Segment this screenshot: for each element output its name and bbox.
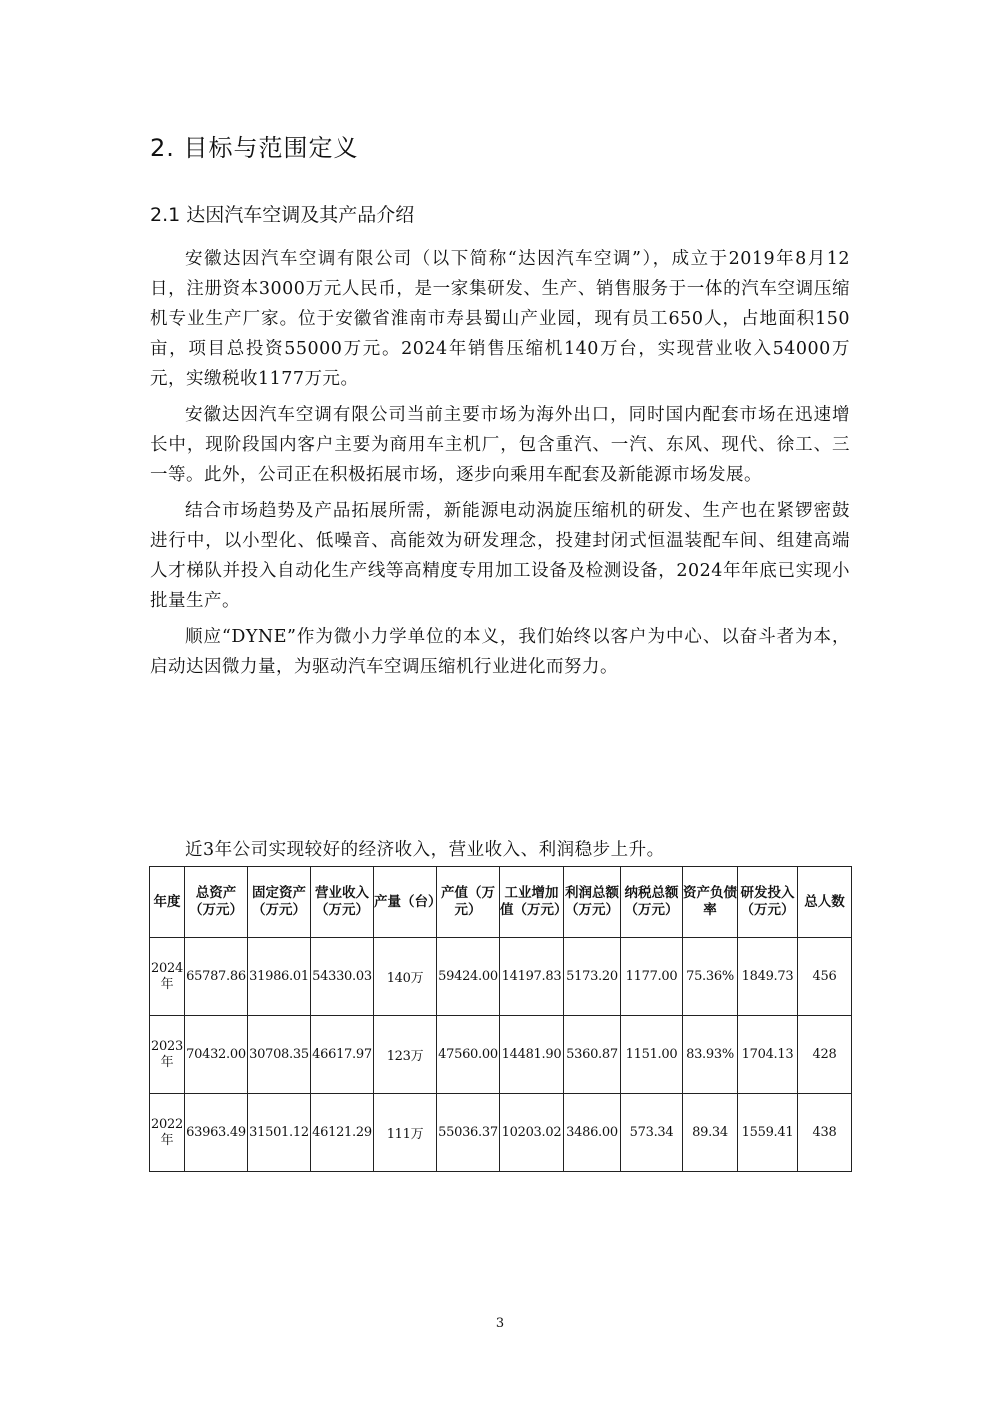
table-cell: 46121.29: [311, 1094, 374, 1172]
table-header-row: [150, 867, 852, 938]
header-cell: 年度: [150, 867, 185, 938]
paragraph-dyne: 顺应“DYNE”作为微小力学单位的本义，我们始终以客户为中心、以奋斗者为本，启动达因微力量，为驱动汽车空调压缩机行业进化而努力。: [150, 627, 850, 677]
table-cell: 140万: [374, 938, 437, 1016]
table-cell: 63963.49: [185, 1094, 248, 1172]
table-cell: 1849.73: [738, 938, 798, 1016]
table-cell: 5360.87: [564, 1016, 621, 1094]
table-cell: 5173.20: [564, 938, 621, 1016]
table-cell: 573.34: [621, 1094, 683, 1172]
table-cell-year: 2023年: [150, 1016, 185, 1094]
header-cell: 工业增加值（万元）: [500, 867, 564, 938]
table-cell: 456: [798, 938, 852, 1016]
header-cell: 研发投入（万元）: [738, 867, 798, 938]
table-cell: 438: [798, 1094, 852, 1172]
page-number: 3: [495, 1316, 505, 1331]
table-cell: 123万: [374, 1016, 437, 1094]
header-cell: 纳税总额（万元）: [621, 867, 683, 938]
table-cell: 111万: [374, 1094, 437, 1172]
table-cell: 1177.00: [621, 938, 683, 1016]
financial-table: [149, 866, 852, 1172]
header-cell: 产量（台）: [374, 867, 437, 938]
table-cell: 47560.00: [437, 1016, 500, 1094]
paragraph-company-intro: 安徽达因汽车空调有限公司（以下简称“达因汽车空调”），成立于2019年8月12日，注册资本3000万元人民币，是一家集研发、生产、销售服务于一体的汽车空调压缩机专业生产厂家。位于安徽省淮南市寿县蜀山产业园，现有员工650人，占地面积150亩，项目总投资55000万元。2024年销售压缩机140万台，实现营业收入54000万元，实缴税收1177万元。: [150, 249, 850, 389]
header-cell: 总资产（万元）: [185, 867, 248, 938]
header-cell: 产值（万元）: [437, 867, 500, 938]
table-row: [150, 938, 852, 1016]
table-cell: 14481.90: [500, 1016, 564, 1094]
table-cell: 31501.12: [248, 1094, 311, 1172]
header-cell: 固定资产（万元）: [248, 867, 311, 938]
paragraph-new-energy: 结合市场趋势及产品拓展所需，新能源电动涡旋压缩机的研发、生产也在紧锣密鼓进行中，以小型化、低噪音、高能效为研发理念，投建封闭式恒温装配车间、组建高端人才梯队并投入自动化生产线等高精度专用加工设备及检测设备，2024年年底已实现小批量生产。: [150, 501, 850, 611]
table-cell: 65787.86: [185, 938, 248, 1016]
table-cell-year: 2022年: [150, 1094, 185, 1172]
table-cell: 10203.02: [500, 1094, 564, 1172]
header-cell: 营业收入（万元）: [311, 867, 374, 938]
table-cell: 59424.00: [437, 938, 500, 1016]
table-cell-year: 2024年: [150, 938, 185, 1016]
table-cell: 31986.01: [248, 938, 311, 1016]
subsection-title: 2.1 达因汽车空调及其产品介绍: [150, 204, 415, 226]
table-cell: 89.34: [683, 1094, 738, 1172]
table-cell: 14197.83: [500, 938, 564, 1016]
table-cell: 1151.00: [621, 1016, 683, 1094]
table-cell: 1704.13: [738, 1016, 798, 1094]
section-title: 2. 目标与范围定义: [150, 134, 359, 162]
table-cell: 70432.00: [185, 1016, 248, 1094]
table-cell: 54330.03: [311, 938, 374, 1016]
paragraph-market: 安徽达因汽车空调有限公司当前主要市场为海外出口，同时国内配套市场在迅速增长中，现阶段国内客户主要为商用车主机厂，包含重汽、一汽、东风、现代、徐工、三一等。此外，公司正在积极拓展市场，逐步向乘用车配套及新能源市场发展。: [150, 405, 850, 485]
table-row: [150, 1094, 852, 1172]
header-cell: 资产负债率: [683, 867, 738, 938]
table-intro: 近3年公司实现较好的经济收入，营业收入、利润稳步上升。: [185, 840, 665, 860]
body-text: [150, 244, 850, 688]
table-cell: 3486.00: [564, 1094, 621, 1172]
table-cell: 1559.41: [738, 1094, 798, 1172]
table-cell: 428: [798, 1016, 852, 1094]
table-cell: 55036.37: [437, 1094, 500, 1172]
table-cell: 75.36%: [683, 938, 738, 1016]
header-cell: 利润总额（万元）: [564, 867, 621, 938]
table-cell: 46617.97: [311, 1016, 374, 1094]
table-cell: 30708.35: [248, 1016, 311, 1094]
table-cell: 83.93%: [683, 1016, 738, 1094]
header-cell: 总人数: [798, 867, 852, 938]
table-row: [150, 1016, 852, 1094]
